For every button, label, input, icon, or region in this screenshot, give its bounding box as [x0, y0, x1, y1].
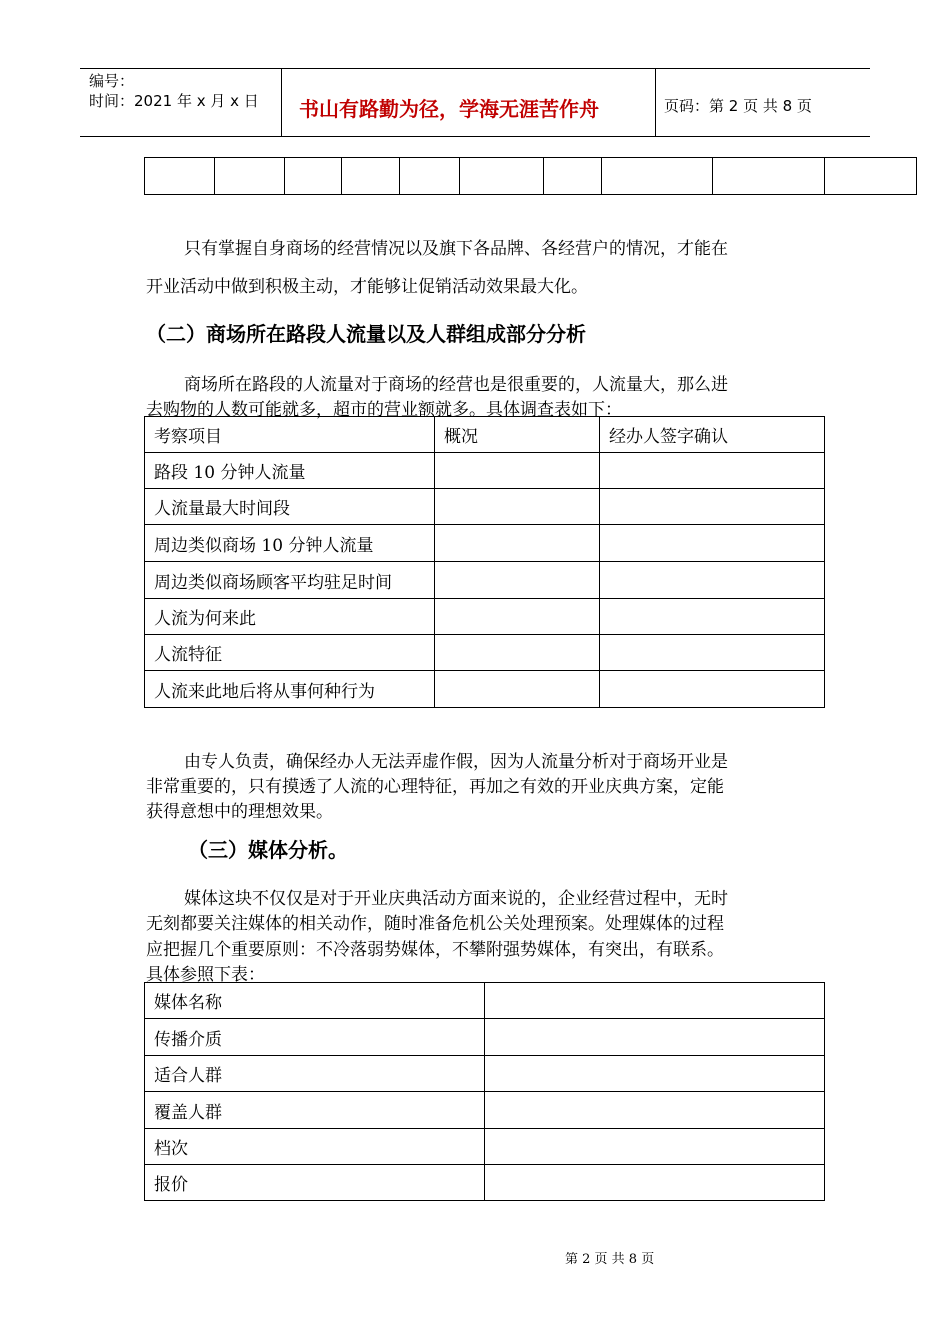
header-overview: 概况 — [435, 417, 600, 453]
section-3-intro-line-4: 具体参照下表： — [146, 965, 265, 985]
header-divider-right — [655, 68, 656, 136]
value-cell — [485, 1056, 825, 1092]
header-item: 考察项目 — [145, 417, 435, 453]
section-3-intro-line-3: 应把握几个重要原则：不冷落弱势媒体，不攀附强势媒体，有突出，有联系。 — [146, 940, 724, 960]
table-row — [145, 1129, 825, 1165]
table-row — [145, 599, 825, 635]
overview-cell — [435, 453, 600, 489]
row-label: 人流为何来此 — [145, 599, 435, 635]
row-label: 媒体名称 — [145, 983, 485, 1019]
overview-cell — [435, 671, 600, 708]
signature-cell — [600, 453, 825, 489]
row-label: 周边类似商场顾客平均驻足时间 — [145, 562, 435, 599]
row-label: 报价 — [145, 1165, 485, 1201]
row-label: 人流来此地后将从事何种行为 — [145, 671, 435, 708]
row-label: 适合人群 — [145, 1056, 485, 1092]
header-time-label: 时间：2021 年 x 月 x 日 — [89, 92, 259, 110]
value-cell — [485, 1129, 825, 1165]
table-cell — [460, 158, 544, 195]
table-header-row — [145, 417, 825, 453]
table-cell — [215, 158, 285, 195]
table-row — [145, 1092, 825, 1129]
table-row — [145, 1056, 825, 1092]
paragraph-1-line-2: 开业活动中做到积极主动，才能够让促销活动效果最大化。 — [146, 277, 588, 297]
table-cell — [544, 158, 602, 195]
signature-cell — [600, 599, 825, 635]
header-divider-left — [281, 68, 282, 136]
section-2-after-line-2: 非常重要的，只有摸透了人流的心理特征，再加之有效的开业庆典方案，定能 — [146, 777, 724, 797]
table-row — [145, 1019, 825, 1056]
overview-cell — [435, 525, 600, 562]
row-label: 人流特征 — [145, 635, 435, 671]
overview-cell — [435, 635, 600, 671]
table-cell — [713, 158, 825, 195]
table-cell — [342, 158, 400, 195]
row-label: 传播介质 — [145, 1019, 485, 1056]
value-cell — [485, 983, 825, 1019]
table-cell — [285, 158, 342, 195]
overview-cell — [435, 562, 600, 599]
section-2-heading: （二）商场所在路段人流量以及人群组成部分分析 — [146, 322, 586, 346]
row-label: 人流量最大时间段 — [145, 489, 435, 525]
section-3-intro-line-2: 无刻都要关注媒体的相关动作，随时准备危机公关处理预案。处理媒体的过程 — [146, 914, 724, 934]
section-3-heading: （三）媒体分析。 — [188, 838, 348, 862]
signature-cell — [600, 671, 825, 708]
overview-cell — [435, 489, 600, 525]
table-row — [145, 671, 825, 708]
value-cell — [485, 1019, 825, 1056]
table-row — [145, 489, 825, 525]
table-row — [145, 1165, 825, 1201]
row-label: 覆盖人群 — [145, 1092, 485, 1129]
paragraph-1-line-1: 只有掌握自身商场的经营情况以及旗下各品牌、各经营户的情况，才能在 — [184, 239, 728, 259]
page-footer: 第 2 页 共 8 页 — [565, 1252, 655, 1267]
header-page-info: 页码：第 2 页 共 8 页 — [664, 97, 812, 115]
header-motto: 书山有路勤为径，学海无涯苦作舟 — [299, 97, 599, 121]
row-label: 周边类似商场 10 分钟人流量 — [145, 525, 435, 562]
section-2-intro-line-2: 去购物的人数可能就多，超市的营业额就多。具体调查表如下： — [146, 400, 622, 420]
signature-cell — [600, 562, 825, 599]
overview-cell — [435, 599, 600, 635]
section-2-intro-line-1: 商场所在路段的人流量对于商场的经营也是很重要的，人流量大，那么进 — [184, 375, 728, 395]
row-label: 路段 10 分钟人流量 — [145, 453, 435, 489]
table-row — [145, 453, 825, 489]
header-bottom-rule — [80, 136, 870, 137]
value-cell — [485, 1092, 825, 1129]
people-flow-survey-table — [144, 416, 825, 708]
table-row — [145, 635, 825, 671]
row-label: 档次 — [145, 1129, 485, 1165]
table-cell — [145, 158, 215, 195]
header-number-label: 编号： — [89, 72, 135, 90]
signature-cell — [600, 525, 825, 562]
table-row — [145, 525, 825, 562]
section-3-intro-line-1: 媒体这块不仅仅是对于开业庆典活动方面来说的，企业经营过程中，无时 — [184, 889, 728, 909]
section-2-after-line-3: 获得意想中的理想效果。 — [146, 802, 333, 822]
signature-cell — [600, 489, 825, 525]
header-top-rule — [80, 68, 870, 69]
empty-table-fragment — [144, 157, 917, 195]
media-analysis-table — [144, 982, 825, 1201]
section-2-after-line-1: 由专人负责，确保经办人无法弄虚作假，因为人流量分析对于商场开业是 — [184, 752, 728, 772]
value-cell — [485, 1165, 825, 1201]
table-cell — [825, 158, 917, 195]
header-signature: 经办人签字确认 — [600, 417, 825, 453]
table-cell — [400, 158, 460, 195]
table-cell — [602, 158, 713, 195]
signature-cell — [600, 635, 825, 671]
table-row — [145, 562, 825, 599]
table-row — [145, 158, 917, 195]
table-row — [145, 983, 825, 1019]
